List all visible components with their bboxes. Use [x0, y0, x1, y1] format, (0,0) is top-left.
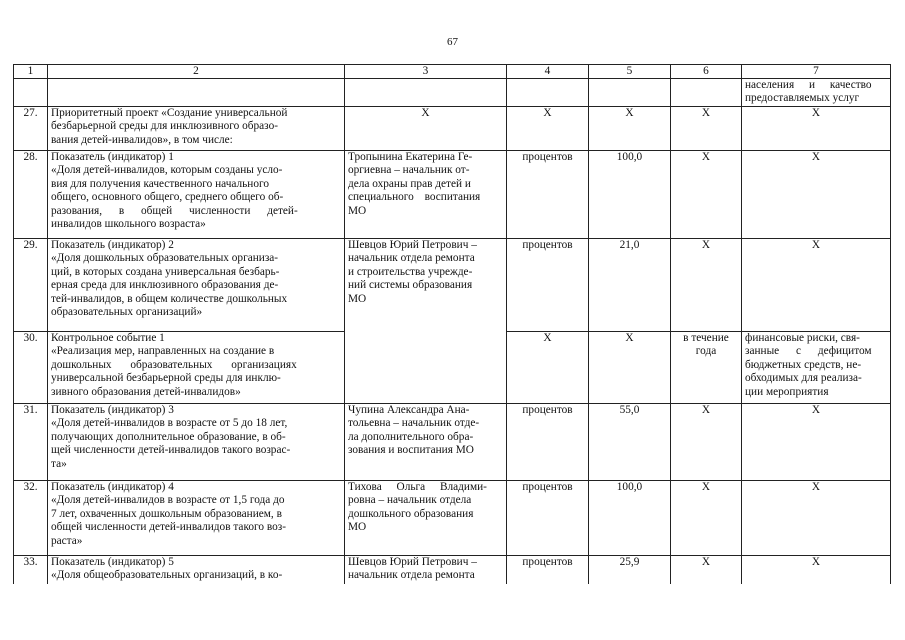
responsible-cell: Шевцов Юрий Петрович – начальник отдела ремонта и строительства учрежде- ний системы образования МО	[345, 239, 507, 404]
column-number: 6	[671, 65, 742, 79]
description-cell: Приоритетный проект «Создание универсальной безбарьерной среды для инклюзивного образо- вания детей-инвалидов», в том числе:	[48, 107, 345, 151]
value-cell: 25,9	[589, 556, 671, 585]
plan-table	[13, 64, 891, 584]
responsible-cell: Тихова Ольга Владими- ровна – начальник отдела дошкольного образования МО	[345, 481, 507, 556]
description-cell: Показатель (индикатор) 3 «Доля детей-инвалидов в возрасте от 5 до 18 лет, получающих дополнительное образование, в об- щей численности детей-инвалидов такого возрас- та»	[48, 404, 345, 481]
row-number: 28.	[14, 151, 48, 239]
value-cell: 100,0	[589, 151, 671, 239]
unit-cell: процентов	[507, 556, 589, 585]
column-number: 2	[48, 65, 345, 79]
risks-cell: X	[742, 151, 891, 239]
value-cell: 21,0	[589, 239, 671, 332]
risks-cell: X	[742, 556, 891, 585]
column-number: 3	[345, 65, 507, 79]
deadline-cell: X	[671, 239, 742, 332]
deadline-cell: X	[671, 151, 742, 239]
risks-cell: X	[742, 481, 891, 556]
deadline-cell: X	[671, 556, 742, 585]
unit-cell: процентов	[507, 481, 589, 556]
continuation-row	[14, 79, 891, 107]
description-cell: Контрольное событие 1 «Реализация мер, направленных на создание в дошкольных образовательных организациях универсальной безбарьерной среды для инклю- зивного образования детей-инвалидов»	[48, 332, 345, 404]
row-number: 33.	[14, 556, 48, 585]
description-cell: Показатель (индикатор) 1 «Доля детей-инвалидов, которым созданы усло- вия для получения качественного начального общего, основного общего, среднего общего об- разования, в общей численности детей- инвалидов школьного возраста»	[48, 151, 345, 239]
row-number: 31.	[14, 404, 48, 481]
unit-cell: процентов	[507, 404, 589, 481]
unit-cell: X	[507, 332, 589, 404]
deadline-cell: в течение года	[671, 332, 742, 404]
unit-cell: процентов	[507, 151, 589, 239]
column-number-row	[14, 65, 891, 79]
unit-cell: процентов	[507, 239, 589, 332]
risks-cell: X	[742, 107, 891, 151]
table-row	[14, 556, 891, 585]
value-cell: X	[589, 332, 671, 404]
column-number: 1	[14, 65, 48, 79]
deadline-cell: X	[671, 481, 742, 556]
description-cell: Показатель (индикатор) 4 «Доля детей-инвалидов в возрасте от 1,5 года до 7 лет, охваченных дошкольным образованием, в общей численности детей-инвалидов такого воз- раста»	[48, 481, 345, 556]
value-cell: X	[589, 107, 671, 151]
row-number: 30.	[14, 332, 48, 404]
table-row	[14, 107, 891, 151]
table-row	[14, 239, 891, 332]
page-number: 67	[447, 36, 458, 48]
deadline-cell: X	[671, 107, 742, 151]
table-row	[14, 481, 891, 556]
row-number: 29.	[14, 239, 48, 332]
responsible-cell: Тропынина Екатерина Ге- оргиевна – начальник от- дела охраны прав детей и специального воспитания МО	[345, 151, 507, 239]
row-number: 27.	[14, 107, 48, 151]
risks-cell: X	[742, 239, 891, 332]
row-number: 32.	[14, 481, 48, 556]
deadline-cell: X	[671, 404, 742, 481]
column-number: 5	[589, 65, 671, 79]
table-row	[14, 404, 891, 481]
responsible-cell: X	[345, 107, 507, 151]
risks-cell: X	[742, 404, 891, 481]
column-number: 4	[507, 65, 589, 79]
value-cell: 100,0	[589, 481, 671, 556]
table-row	[14, 151, 891, 239]
description-cell: Показатель (индикатор) 2 «Доля дошкольных образовательных организа- ций, в которых создана универсальная безбарь- ерная среда для инклюзивного образования де- тей-инвалидов, в общем количестве дошкольных образовательных организаций»	[48, 239, 345, 332]
description-cell: Показатель (индикатор) 5 «Доля общеобразовательных организаций, в ко-	[48, 556, 345, 585]
column-number: 7	[742, 65, 891, 79]
unit-cell: X	[507, 107, 589, 151]
value-cell: 55,0	[589, 404, 671, 481]
responsible-cell: Шевцов Юрий Петрович – начальник отдела ремонта	[345, 556, 507, 585]
responsible-cell: Чупина Александра Ана- тольевна – начальник отде- ла дополнительного обра- зования и воспитания МО	[345, 404, 507, 481]
risks-cell: населения и качество предоставляемых услуг	[742, 79, 891, 107]
risks-cell: финансовые риски, свя- занные с дефицитом бюджетных средств, не- обходимых для реализа- ции мероприятия	[742, 332, 891, 404]
